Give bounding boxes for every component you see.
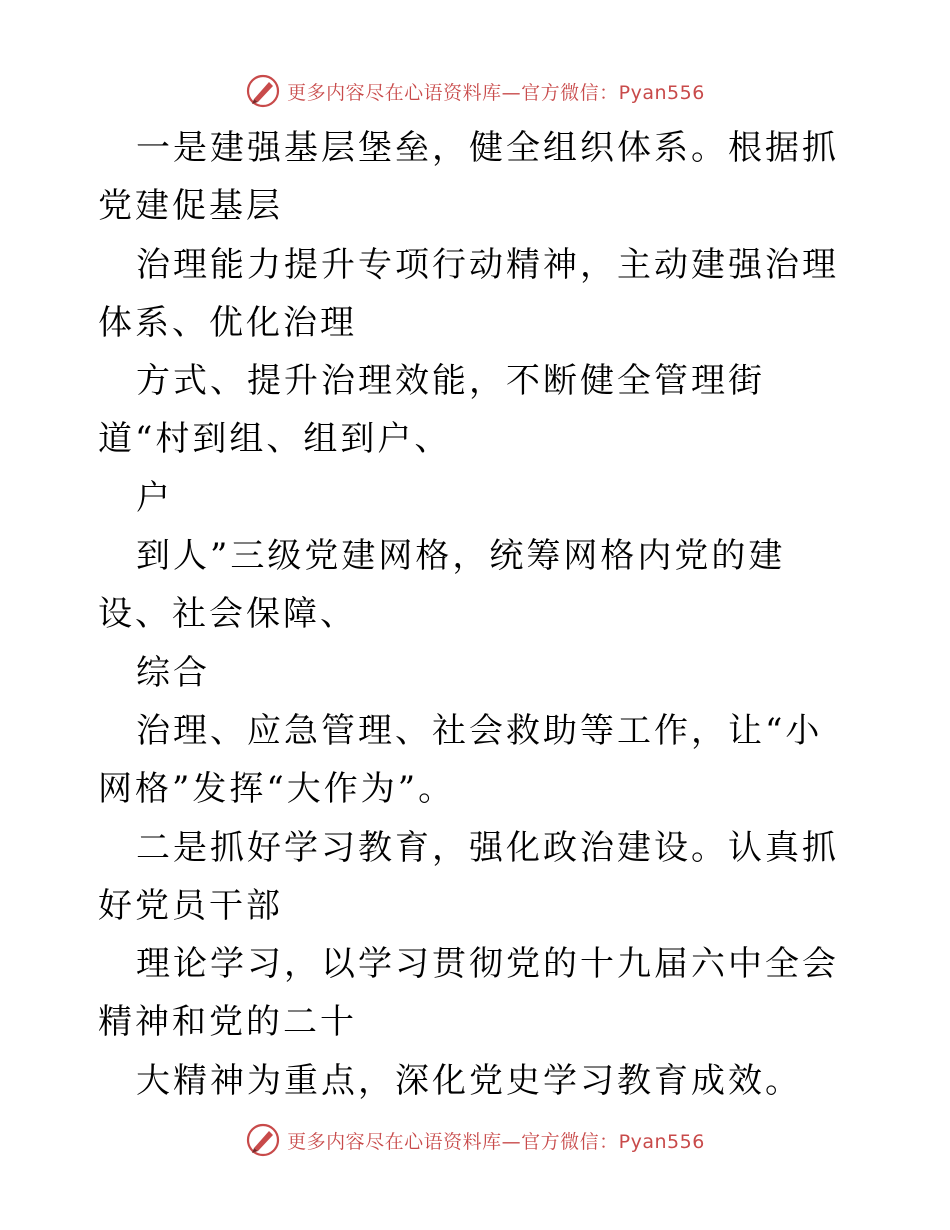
paragraph: 治理能力提升专项行动精神，主动建强治理体系、优化治理 [98, 244, 839, 343]
paragraph: 方式、提升治理效能，不断健全管理街道“村到组、组到户、 [98, 361, 765, 460]
document-body [98, 119, 858, 1110]
paragraph: 治理、应急管理、社会救助等工作，让“小网格”发挥“大作为”。 [98, 710, 823, 810]
paragraph: 到人”三级党建网格，统筹网格内党的建设、社会保障、 [98, 536, 786, 635]
pen-logo-icon [245, 73, 281, 109]
footer-banner-text: 更多内容尽在心语资料库—官方微信：Pyan556 [287, 1130, 705, 1153]
paragraph: 一是建强基层堡垒，健全组织体系。根据抓党建促基层 [98, 128, 839, 227]
header-banner [0, 71, 950, 111]
header-banner-text: 更多内容尽在心语资料库—官方微信：Pyan556 [287, 81, 705, 104]
footer-banner [0, 1120, 950, 1160]
pen-logo-icon [245, 1122, 281, 1158]
paragraph: 二是抓好学习教育，强化政治建设。认真抓好党员干部 [98, 827, 839, 926]
paragraph: 综合 [136, 652, 210, 693]
paragraph: 大精神为重点，深化党史学习教育成效。 [136, 1060, 802, 1101]
paragraph: 户 [136, 477, 173, 518]
paragraph: 理论学习，以学习贯彻党的十九届六中全会精神和党的二十 [98, 944, 839, 1043]
